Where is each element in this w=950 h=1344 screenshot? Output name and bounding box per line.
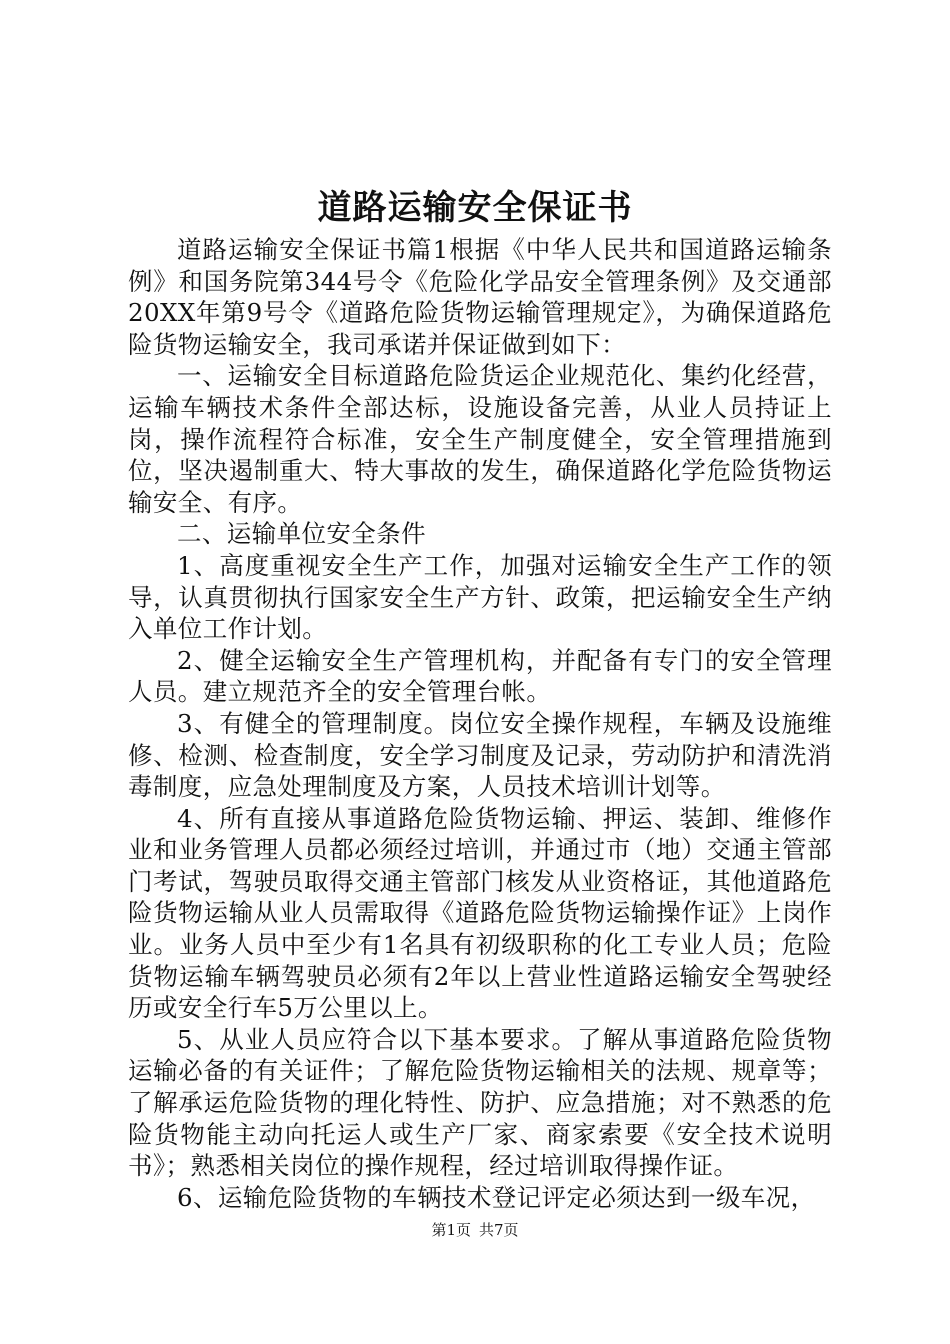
paragraph: 道路运输安全保证书篇1根据《中华人民共和国道路运输条例》和国务院第344号令《危险化学品安全管理条例》及交通部20XX年第9号令《道路危险货物运输管理规定》，为确保道路危险货物运输安全，我司承诺并保证做到如下： — [128, 235, 832, 359]
page-total: 共7页 — [479, 1221, 519, 1239]
document-title: 道路运输安全保证书 — [317, 188, 633, 228]
paragraph: 2、健全运输安全生产管理机构，并配备有专门的安全管理人员。建立规范齐全的安全管理台帐。 — [128, 645, 832, 707]
paragraph: 6、运输危险货物的车辆技术登记评定必须达到一级车况， — [177, 1182, 816, 1212]
paragraph: 5、从业人员应符合以下基本要求。了解从事道路危险货物运输必备的有关证件；了解危险货物运输相关的法规、规章等；了解承运危险货物的理化特性、防护、应急措施；对不熟悉的危险货物能主动向托运人或生产厂家、商家索要《安全技术说明书》；熟悉相关岗位的操作规程，经过培训取得操作证。 — [128, 1024, 832, 1181]
paragraph: 一、运输安全目标道路危险货运企业规范化、集约化经营，运输车辆技术条件全部达标，设施设备完善，从业人员持证上岗，操作流程符合标准，安全生产制度健全，安全管理措施到位，坚决遏制重大、特大事故的发生，确保道路化学危险货物运输安全、有序。 — [128, 361, 832, 517]
paragraph: 1、高度重视安全生产工作，加强对运输安全生产工作的领导，认真贯彻执行国家安全生产方针、政策，把运输安全生产纳入单位工作计划。 — [128, 550, 832, 644]
paragraph: 4、所有直接从事道路危险货物运输、押运、装卸、维修作业和业务管理人员都必须经过培训，并通过市（地）交通主管部门考试，驾驶员取得交通主管部门核发从业资格证，其他道路危险货物运输从业人员需取得《道路危险货物运输操作证》上岗作业。业务人员中至少有1名具有初级职称的化工专业人员；危险货物运输车辆驾驶员必须有2年以上营业性道路运输安全驾驶经历或安全行车5万公里以上。 — [128, 803, 832, 1023]
document-body — [128, 234, 832, 1213]
paragraph: 3、有健全的管理制度。岗位安全操作规程，车辆及设施维修、检测、检查制度，安全学习制度及记录，劳动防护和清洗消毒制度，应急处理制度及方案，人员技术培训计划等。 — [128, 708, 832, 802]
page-footer — [0, 1220, 950, 1240]
paragraph: 二、运输单位安全条件 — [177, 519, 426, 549]
page-number: 第1页 — [431, 1221, 471, 1239]
